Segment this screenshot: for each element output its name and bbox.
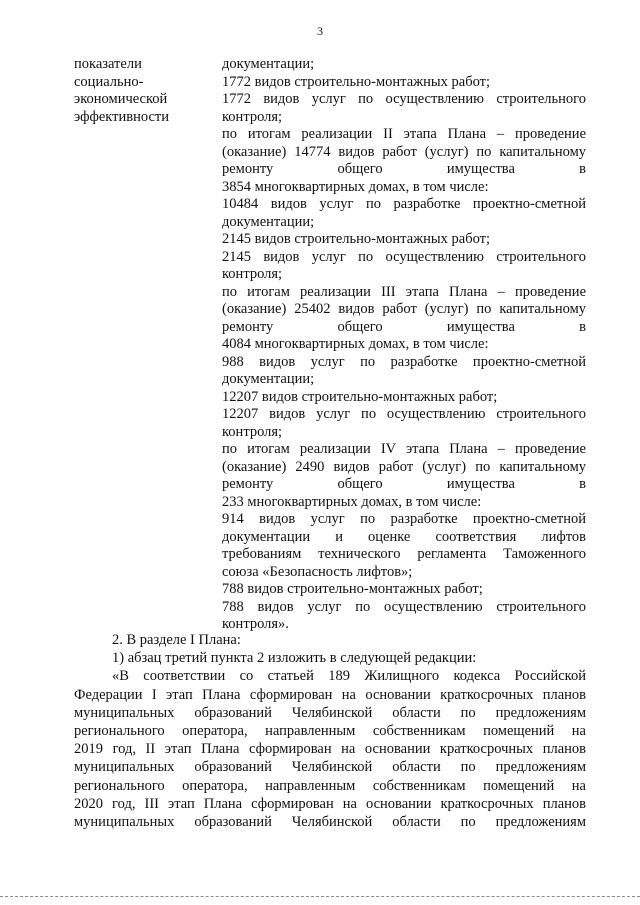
indicator-value-line: (оказание) 25402 видов работ (услуг) по капитальному bbox=[222, 301, 586, 317]
indicator-value-line: по итогам реализации II этапа Плана – проведение bbox=[222, 126, 586, 142]
indicator-value-line: 788 видов услуг по осуществлению строительного bbox=[222, 598, 586, 615]
body-text-line: 1) абзац третий пункта 2 изложить в следующей редакции: bbox=[112, 650, 477, 667]
indicator-value-line: (оказание) 14774 видов работ (услуг) по капитальному bbox=[222, 143, 586, 160]
indicator-value-line: 2145 видов услуг по осуществлению строительного bbox=[222, 248, 586, 265]
body-text-line: муниципальных образований Челябинской области по предложениям bbox=[74, 759, 586, 776]
indicator-value-line: документации и оценке соответствия лифтов bbox=[222, 528, 586, 545]
indicator-value-line: документации; bbox=[222, 213, 315, 230]
indicator-value-line: 2145 видов строительно-монтажных работ; bbox=[222, 231, 491, 247]
indicator-value-line: контроля; bbox=[222, 423, 283, 440]
body-text-line: 2019 год, II этап Плана сформирован на основании краткосрочных планов bbox=[74, 741, 586, 758]
body-text-line: регионального оператора, направленным собственникам помещений на bbox=[74, 777, 586, 794]
indicator-value-line: контроля; bbox=[222, 108, 283, 125]
indicator-label-line: эффективности bbox=[74, 108, 169, 125]
indicator-value-line: 988 видов услуг по разработке проектно-сметной bbox=[222, 353, 586, 370]
indicator-value-line: 3854 многоквартирных домах, в том числе: bbox=[222, 178, 489, 195]
indicator-value-line: 12207 видов услуг по осуществлению строительного bbox=[222, 406, 586, 422]
indicator-value-line: 1772 видов строительно-монтажных работ; bbox=[222, 73, 491, 90]
indicator-value-line: 788 видов строительно-монтажных работ; bbox=[222, 581, 483, 597]
indicator-value-line: 914 видов услуг по разработке проектно-сметной bbox=[222, 511, 586, 527]
indicator-value-line: контроля; bbox=[222, 266, 283, 282]
indicator-value-line: 233 многоквартирных домах, в том числе: bbox=[222, 493, 482, 510]
page-bottom-rule bbox=[0, 896, 640, 897]
body-text-line: Федерации I этап Плана сформирован на основании краткосрочных планов bbox=[74, 686, 586, 703]
indicator-value-line: документации; bbox=[222, 371, 315, 387]
body-text-line: 2. В разделе I Плана: bbox=[112, 632, 241, 648]
body-text-line: «В соответствии со статьей 189 Жилищного кодекса Российской bbox=[112, 668, 586, 685]
body-text-line: муниципальных образований Челябинской области по предложениям bbox=[74, 813, 586, 830]
indicator-value-line: (оказание) 2490 видов работ (услуг) по капитальному bbox=[222, 458, 586, 475]
indicator-value-line: ремонту общего имущества в bbox=[222, 476, 586, 492]
indicator-value-line: 4084 многоквартирных домах, в том числе: bbox=[222, 336, 489, 352]
indicator-label-column bbox=[74, 56, 214, 126]
indicator-value-line: ремонту общего имущества в bbox=[222, 318, 586, 335]
indicator-value-line: по итогам реализации III этапа Плана – проведение bbox=[222, 283, 586, 300]
indicator-value-line: документации; bbox=[222, 56, 315, 72]
indicator-value-line: союза «Безопасность лифтов»; bbox=[222, 563, 413, 580]
indicator-label-line: показатели bbox=[74, 56, 142, 72]
indicator-value-line: по итогам реализации IV этапа Плана – проведение bbox=[222, 441, 586, 457]
body-text-line: 2020 год, III этап Плана сформирован на основании краткосрочных планов bbox=[74, 795, 586, 812]
indicator-value-line: 1772 видов услуг по осуществлению строительного bbox=[222, 91, 586, 107]
body-text-line: регионального оператора, направленным собственникам помещений на bbox=[74, 722, 586, 739]
body-text-line: муниципальных образований Челябинской области по предложениям bbox=[74, 704, 586, 721]
indicator-values-column bbox=[222, 56, 586, 634]
indicator-value-line: требованиям технического регламента Таможенного bbox=[222, 546, 586, 562]
indicator-value-line: 12207 видов строительно-монтажных работ; bbox=[222, 388, 498, 405]
indicator-value-line: контроля». bbox=[222, 616, 289, 632]
indicator-value-line: ремонту общего имущества в bbox=[222, 161, 586, 177]
indicator-label-line: социально- bbox=[74, 73, 144, 90]
amendment-text bbox=[74, 631, 586, 831]
indicator-value-line: 10484 видов услуг по разработке проектно-сметной bbox=[222, 196, 586, 212]
page-number: 3 bbox=[317, 24, 323, 38]
indicator-label-line: экономической bbox=[74, 91, 168, 107]
